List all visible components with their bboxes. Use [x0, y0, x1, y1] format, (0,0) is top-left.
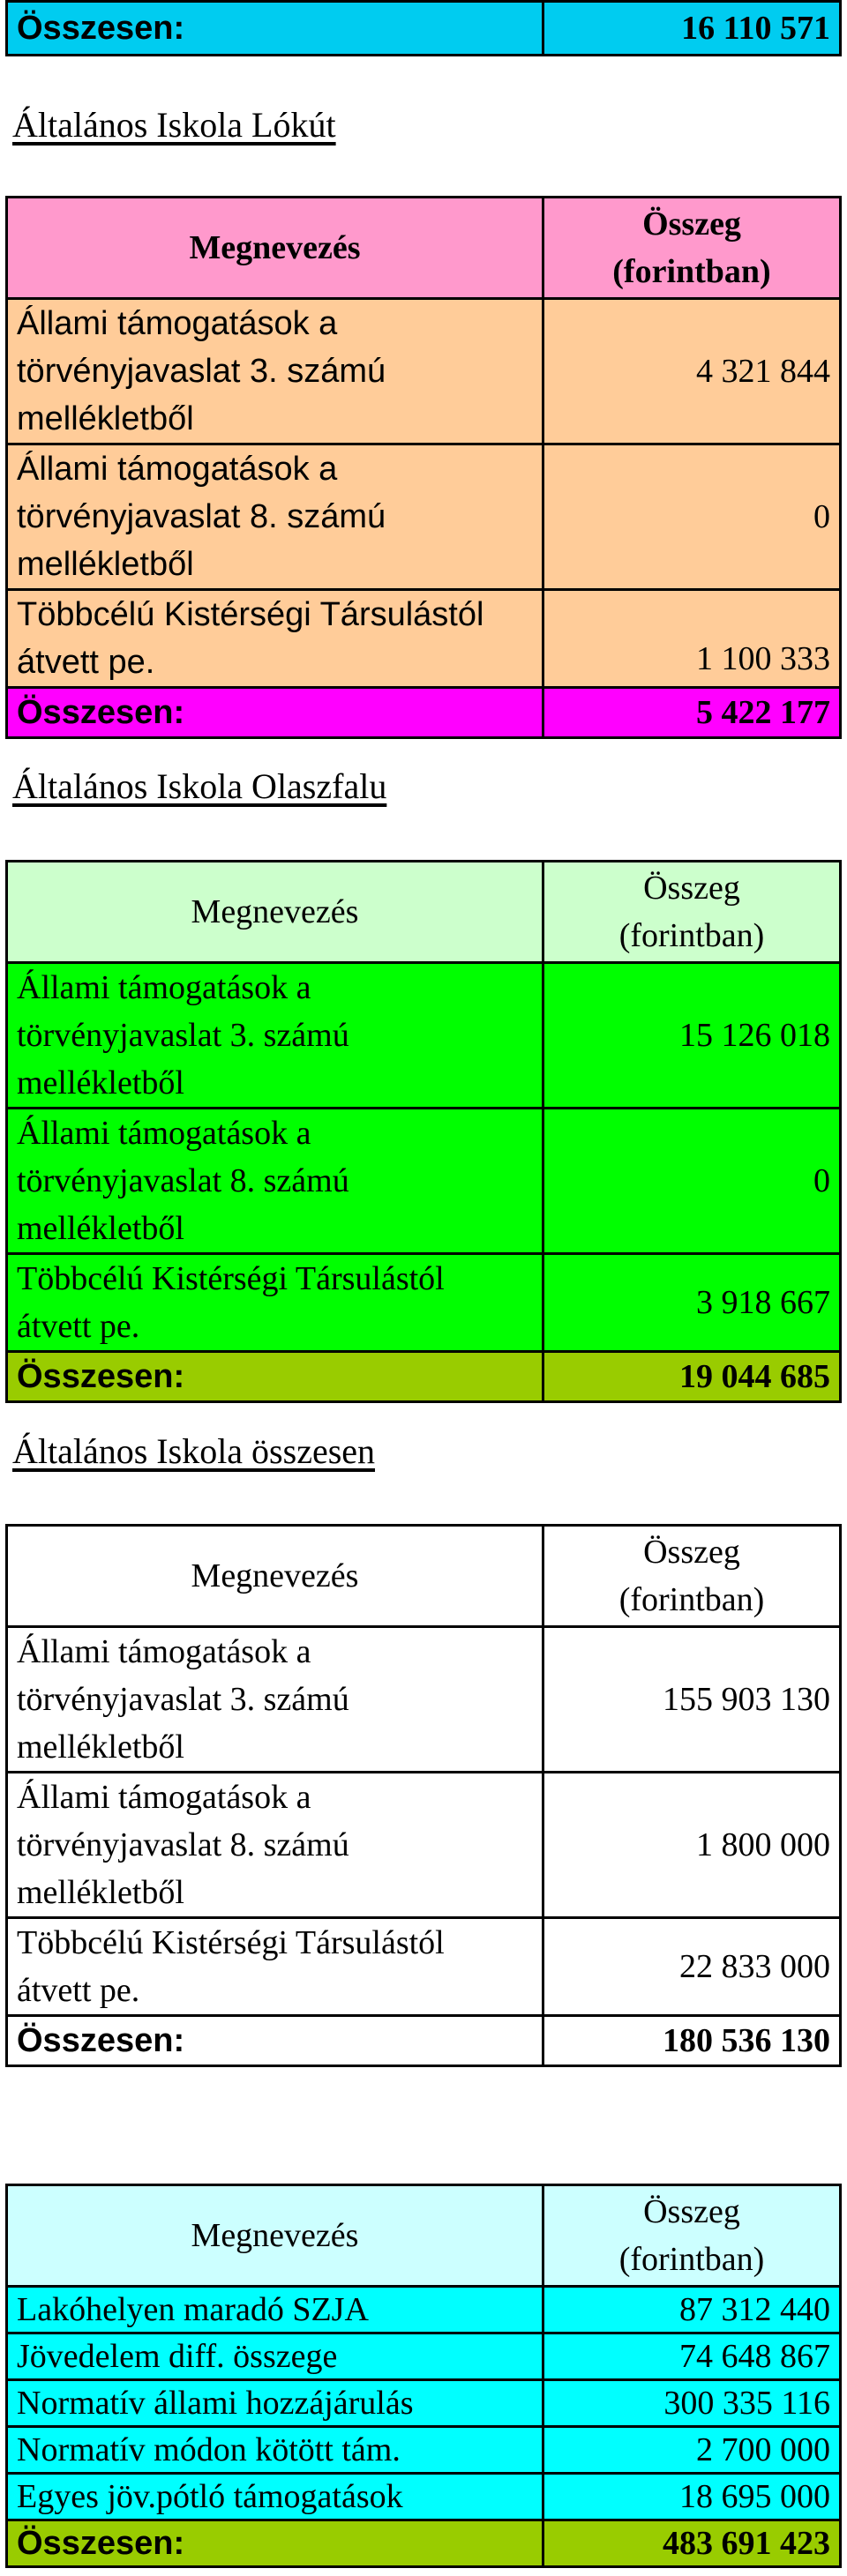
table-row: [7, 2287, 841, 2333]
header-amount: [543, 2185, 841, 2287]
row-name-line: Állami támogatások a: [17, 1779, 311, 1816]
row-name: Lakóhelyen maradó SZJA: [7, 2287, 543, 2333]
header-amount-line2: (forintban): [612, 253, 771, 290]
table-row: [7, 2333, 841, 2380]
table-row: [7, 1773, 841, 1918]
total-value: 180 536 130: [543, 2016, 841, 2066]
row-name-line: Többcélú Kistérségi Társulástól: [17, 596, 484, 633]
row-name-line: átvett pe.: [17, 1972, 140, 2009]
table-row: [7, 2427, 841, 2474]
total-label: Összesen:: [7, 1352, 543, 1402]
row-value: 0: [543, 1109, 841, 1254]
row-name: [7, 1254, 543, 1352]
section-title-olaszfalu: Általános Iskola Olaszfalu: [12, 766, 387, 806]
header-amount-line2: (forintban): [618, 2241, 765, 2278]
row-name-line: Állami támogatások a: [17, 1633, 311, 1670]
row-name-line: mellékletből: [17, 1874, 184, 1911]
table-lokut: [5, 196, 842, 739]
row-value: 22 833 000: [543, 1918, 841, 2016]
row-name-line: mellékletből: [17, 1064, 184, 1101]
row-name-line: törvényjavaslat 3. számú: [17, 1681, 349, 1718]
table-header: [7, 1526, 841, 1627]
table-row: [7, 444, 841, 590]
row-value: 15 126 018: [543, 963, 841, 1109]
row-name-line: törvényjavaslat 3. számú: [17, 1017, 349, 1054]
row-name-line: mellékletből: [17, 1210, 184, 1247]
total-value: 5 422 177: [543, 688, 841, 738]
row-name-line: mellékletből: [17, 400, 194, 437]
table-total-row: [7, 2016, 841, 2066]
top-total-table: [5, 0, 842, 56]
table-total-row: [7, 2520, 841, 2567]
row-value: 300 335 116: [543, 2380, 841, 2427]
header-amount: [543, 862, 841, 963]
row-name-line: törvényjavaslat 3. számú: [17, 353, 386, 390]
row-name-line: Állami támogatások a: [17, 969, 311, 1006]
header-amount-line1: Összeg: [643, 870, 740, 907]
row-name-line: Többcélú Kistérségi Társulástól: [17, 1924, 445, 1961]
row-name: Normatív állami hozzájárulás: [7, 2380, 543, 2427]
row-value: 1 800 000: [543, 1773, 841, 1918]
row-value: 3 918 667: [543, 1254, 841, 1352]
header-name: Megnevezés: [7, 862, 543, 963]
table-row: [7, 1109, 841, 1254]
header-amount-line1: Összeg: [643, 1534, 740, 1571]
table-row: [7, 1918, 841, 2016]
header-amount-line2: (forintban): [618, 1581, 765, 1618]
row-name: Normatív módon kötött tám.: [7, 2427, 543, 2474]
table-header: [7, 2185, 841, 2287]
row-name-line: mellékletből: [17, 1729, 184, 1766]
row-name-line: Többcélú Kistérségi Társulástól: [17, 1260, 445, 1297]
row-name: [7, 1918, 543, 2016]
total-label: Összesen:: [7, 2016, 543, 2066]
total-value: 19 044 685: [543, 1352, 841, 1402]
row-name: [7, 963, 543, 1109]
top-total-value: 16 110 571: [543, 2, 841, 56]
row-name-line: törvényjavaslat 8. számú: [17, 1162, 349, 1199]
row-name: [7, 1773, 543, 1918]
table-row: [7, 963, 841, 1109]
table-row: [7, 590, 841, 688]
table-header: [7, 862, 841, 963]
row-name: [7, 590, 543, 688]
top-total-row: [7, 2, 841, 56]
table-row: [7, 1254, 841, 1352]
table-olaszfalu: [5, 860, 842, 1403]
row-name-line: törvényjavaslat 8. számú: [17, 1826, 349, 1863]
row-name: Egyes jöv.pótló támogatások: [7, 2474, 543, 2520]
row-name-line: Állami támogatások a: [17, 305, 338, 342]
row-value: 74 648 867: [543, 2333, 841, 2380]
row-value: 18 695 000: [543, 2474, 841, 2520]
row-value: 1 100 333: [543, 590, 841, 688]
table-total-row: [7, 1352, 841, 1402]
total-label: Összesen:: [7, 688, 543, 738]
header-name: Megnevezés: [7, 198, 543, 299]
row-name-line: törvényjavaslat 8. számú: [17, 498, 386, 535]
row-value: 2 700 000: [543, 2427, 841, 2474]
row-value: 4 321 844: [543, 299, 841, 444]
table-total-row: [7, 688, 841, 738]
row-name-line: átvett pe.: [17, 1308, 140, 1345]
row-name-line: mellékletből: [17, 546, 194, 583]
row-name-line: átvett pe.: [17, 644, 155, 681]
row-name: [7, 1109, 543, 1254]
row-value: 87 312 440: [543, 2287, 841, 2333]
top-total-label: Összesen:: [7, 2, 543, 56]
row-value: 155 903 130: [543, 1627, 841, 1773]
header-name: Megnevezés: [7, 2185, 543, 2287]
row-name-line: Állami támogatások a: [17, 451, 338, 488]
table-summary: [5, 2184, 842, 2568]
row-name: [7, 1627, 543, 1773]
table-row: [7, 299, 841, 444]
total-label: Összesen:: [7, 2520, 543, 2567]
header-name: Megnevezés: [7, 1526, 543, 1627]
header-amount: [543, 198, 841, 299]
header-amount-line2: (forintban): [618, 917, 765, 954]
header-amount-line1: Összeg: [642, 205, 741, 243]
table-osszesen: [5, 1524, 842, 2067]
section-title-osszesen: Általános Iskola összesen: [12, 1431, 376, 1471]
row-name-line: Állami támogatások a: [17, 1115, 311, 1152]
header-amount-line1: Összeg: [643, 2193, 740, 2230]
row-name: [7, 299, 543, 444]
row-name: Jövedelem diff. összege: [7, 2333, 543, 2380]
total-value: 483 691 423: [543, 2520, 841, 2567]
row-name: [7, 444, 543, 590]
row-value: 0: [543, 444, 841, 590]
table-row: [7, 1627, 841, 1773]
table-row: [7, 2380, 841, 2427]
table-header: [7, 198, 841, 299]
section-title-lokut: Általános Iskola Lókút: [12, 105, 336, 145]
header-amount: [543, 1526, 841, 1627]
table-row: [7, 2474, 841, 2520]
